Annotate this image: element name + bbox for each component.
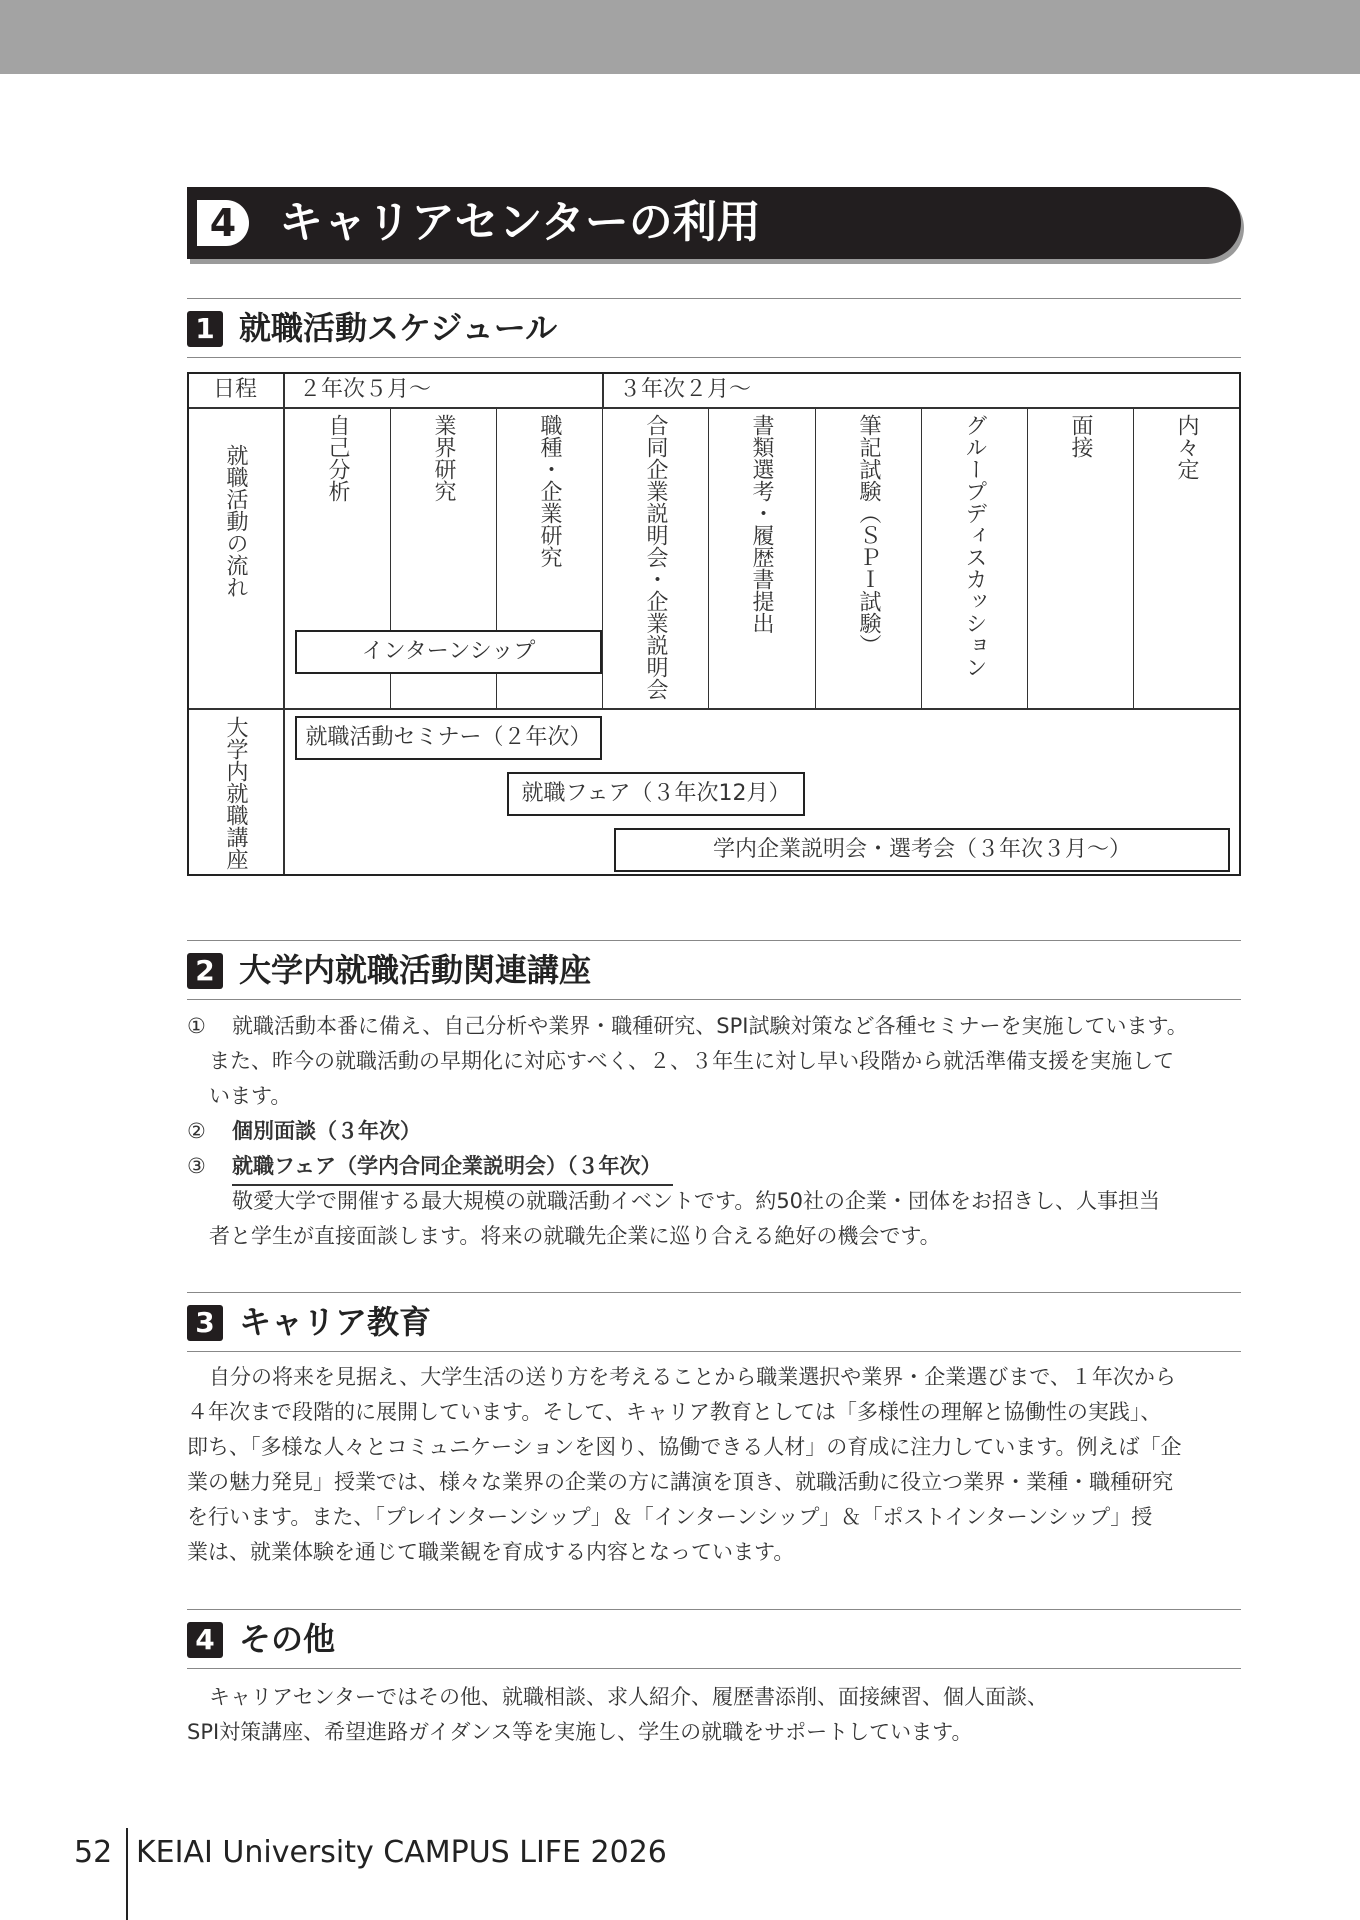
page-number: 52: [74, 1835, 113, 1870]
paragraph-line: 自分の将来を見据え、大学生活の送り方を考えることから職業選択や業界・企業選びまで、１年次から: [209, 1365, 1176, 1389]
section-number: 4: [187, 1622, 223, 1658]
step-self-analysis: 自己分析: [325, 414, 350, 502]
course-seminar-box: 就職活動セミナー（２年次）: [295, 716, 602, 760]
step-company-info-sessions: 合同企業説明会・企業説明会: [643, 414, 668, 700]
section-number: 3: [187, 1305, 223, 1341]
section-heading-career-education: [187, 1292, 1241, 1352]
list-text: 個別面談（３年次）: [232, 1119, 421, 1143]
chapter-heading: [187, 187, 1241, 259]
step-industry-research: 業界研究: [431, 414, 456, 502]
section-title: 大学内就職活動関連講座: [239, 951, 592, 989]
career-education-paragraph: [187, 1360, 1241, 1570]
list-text: 者と学生が直接面談します。将来の就職先企業に巡り合える絶好の機会です。: [209, 1224, 941, 1248]
section-title: キャリア教育: [239, 1303, 432, 1341]
step-job-research: 職種・企業研究: [537, 414, 562, 568]
paragraph-line: キャリアセンターではその他、就職相談、求人紹介、履歴書添削、面接練習、個人面談、: [209, 1685, 1048, 1709]
paragraph-line: ４年次まで段階的に展開しています。そして、キャリア教育としては「多様性の理解と協働性の実践」、: [187, 1400, 1162, 1424]
list-text: 就職フェア（学内合同企業説明会）（３年次）: [232, 1149, 673, 1186]
top-banner: [0, 0, 1360, 74]
paragraph-line: を行います。また、「プレインターンシップ」＆「インターンシップ」＆「ポストインターンシップ」授: [187, 1505, 1153, 1529]
step-written-test: 筆記試験（ＳＰＩ試験）: [856, 414, 881, 656]
schedule-period-2: ３年次２月〜: [619, 377, 752, 402]
step-document-screening: 書類選考・履歴書提出: [749, 414, 774, 634]
schedule-period-1: ２年次５月〜: [299, 377, 432, 402]
schedule-row-flow-label: 就職活動の流れ: [223, 444, 248, 598]
list-marker: ①: [187, 1014, 206, 1038]
section-heading-other: [187, 1609, 1241, 1669]
course-oncampus-session-box: 学内企業説明会・選考会（３年次３月〜）: [614, 828, 1230, 872]
footer-title: KEIAI University CAMPUS LIFE 2026: [136, 1835, 667, 1870]
schedule-row-course-label: 大学内就職講座: [223, 716, 248, 870]
list-text: また、昨今の就職活動の早期化に対応すべく、２、３年生に対し早い段階から就活準備支援を実施して: [209, 1049, 1175, 1073]
footer-divider: [126, 1828, 128, 1920]
paragraph-line: 業は、就業体験を通じて職業観を育成する内容となっています。: [187, 1540, 795, 1564]
schedule-table: [187, 372, 1241, 876]
step-group-discussion: グループディスカッション: [962, 414, 987, 678]
list-text: 就職活動本番に備え、自己分析や業界・職種研究、SPI試験対策など各種セミナーを実施しています。: [232, 1014, 1188, 1038]
chapter-title: キャリアセンターの利用: [279, 197, 761, 248]
list-marker: ③: [187, 1154, 206, 1178]
paragraph-line: SPI対策講座、希望進路ガイダンス等を実施し、学生の就職をサポートしています。: [187, 1720, 973, 1744]
schedule-head-label: 日程: [213, 377, 258, 402]
list-marker: ②: [187, 1119, 206, 1143]
section-heading-courses: [187, 940, 1241, 1000]
section-title: 就職活動スケジュール: [239, 309, 558, 347]
step-informal-offer: 内々定: [1174, 414, 1199, 480]
list-text: 敬愛大学で開催する最大規模の就職活動イベントです。約50社の企業・団体をお招きし、人事担当: [232, 1189, 1161, 1213]
section-title: その他: [239, 1620, 336, 1658]
other-paragraph: [187, 1680, 1241, 1750]
course-fair-box: 就職フェア（３年次12月）: [507, 772, 805, 816]
paragraph-line: 即ち、「多様な人々とコミュニケーションを図り、協働できる人材」の育成に注力しています。例えば「企: [187, 1435, 1182, 1459]
chapter-number: 4: [197, 200, 249, 246]
step-interview: 面接: [1068, 414, 1093, 458]
list-text: います。: [209, 1084, 292, 1108]
section-number: 2: [187, 953, 223, 989]
paragraph-line: 業の魅力発見」授業では、様々な業界の企業の方に講演を頂き、就職活動に役立つ業界・業種・職種研究: [187, 1470, 1174, 1494]
section-number: 1: [187, 311, 223, 347]
section-heading-schedule: [187, 298, 1241, 358]
internship-box: インターンシップ: [295, 630, 602, 674]
